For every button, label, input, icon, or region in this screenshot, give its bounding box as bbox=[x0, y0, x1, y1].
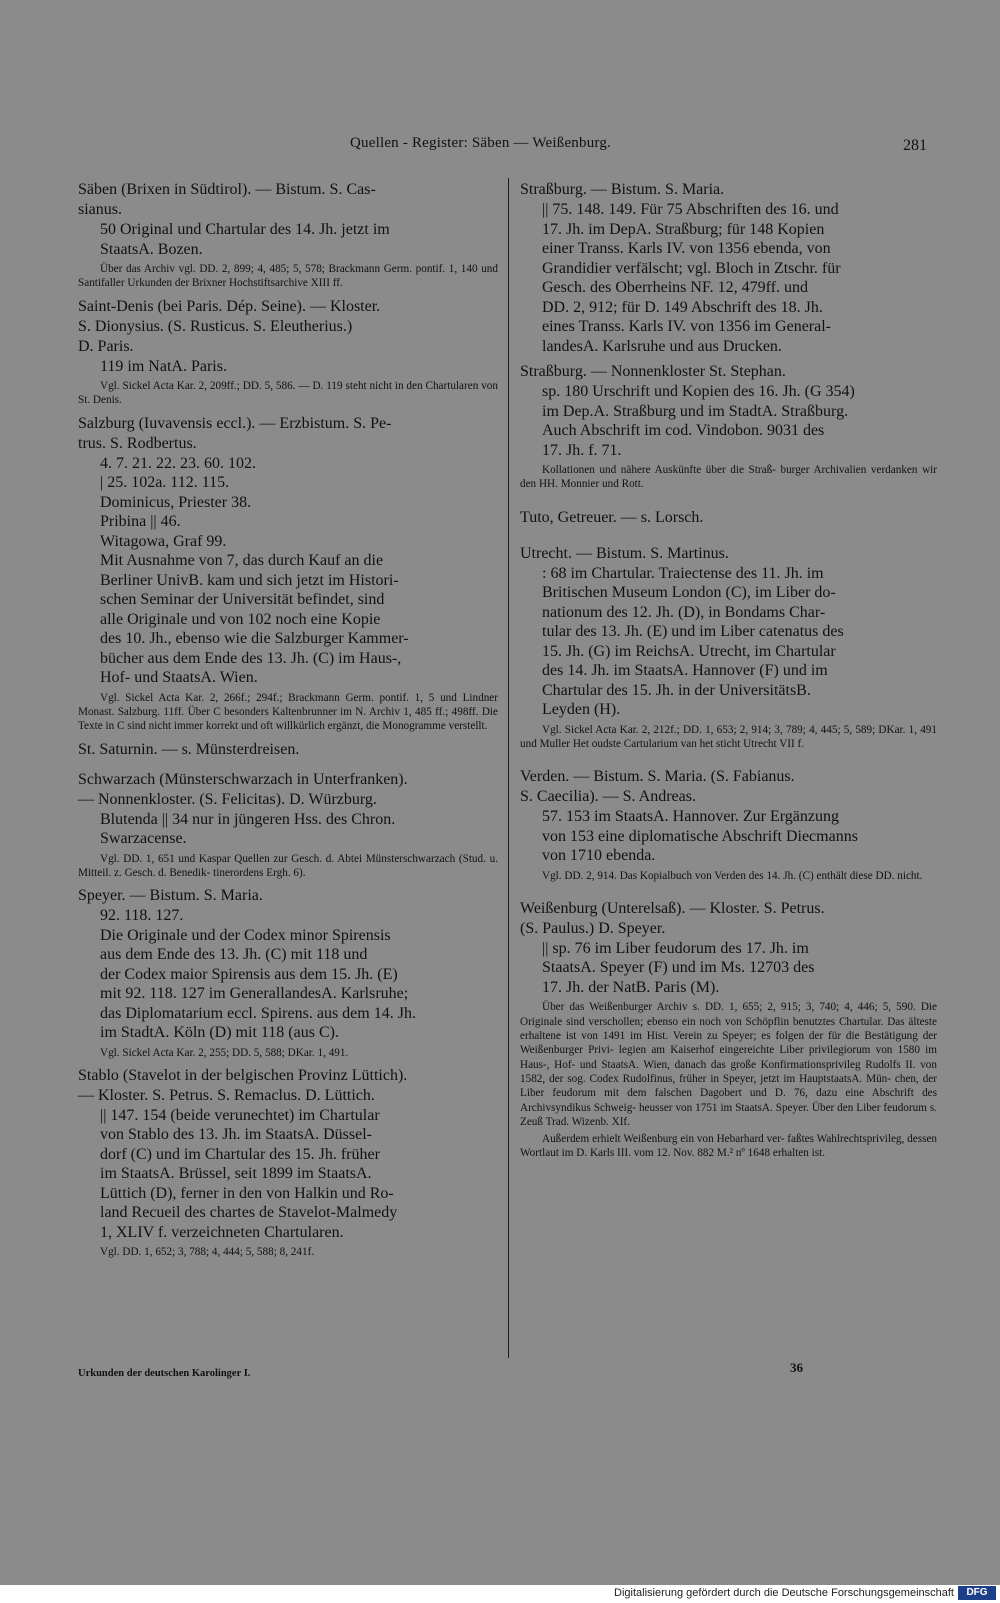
entry-heading-cont: sianus. bbox=[78, 201, 122, 218]
entry-body-line: Pribina || 46. bbox=[100, 513, 181, 531]
entry-heading-cont: (S. Paulus.) D. Speyer. bbox=[520, 919, 666, 937]
entry-heading-cont: S. Dionysius. (S. Rusticus. S. Eleutherius.) bbox=[78, 317, 353, 335]
entry-body-line: im Dep.A. Straßburg und im StadtA. Straßburg. bbox=[542, 402, 849, 420]
entry-heading-cont: D. Paris. bbox=[78, 337, 134, 355]
entry-heading: Säben (Brixen in Südtirol). — Bistum. S. Cas- bbox=[78, 181, 376, 198]
entry-body-line: Britischen Museum London (C), im Liber do- bbox=[542, 584, 836, 602]
entry-body-line: Berliner UnivB. kam und sich jetzt im Histori- bbox=[100, 571, 399, 589]
entry-body-line: : 68 im Chartular. Traiectense des 11. Jh. im bbox=[542, 564, 824, 582]
entry-body-line: Mit Ausnahme von 7, das durch Kauf an die bbox=[100, 552, 384, 570]
entry-gap bbox=[520, 528, 937, 544]
entry-body-line: Leyden (H). bbox=[542, 701, 621, 719]
right-column bbox=[520, 180, 937, 1161]
running-header: Quellen - Register: Säben — Weißenburg. bbox=[350, 135, 611, 151]
entry-footnote: Kollationen und nähere Auskünfte über die Straß- burger Archivalien verdanken wir den HH. Monnier und Rott. bbox=[520, 464, 937, 491]
entry-heading: Schwarzach (Münsterschwarzach in Unterfranken). bbox=[78, 770, 408, 788]
register-entry bbox=[78, 414, 498, 734]
entry-gap bbox=[520, 751, 937, 767]
entry-heading: Weißenburg (Unterelsaß). — Kloster. S. Petrus. bbox=[520, 899, 825, 917]
entry-body-line: | 25. 102a. 112. 115. bbox=[100, 474, 230, 492]
entry-body-line: Auch Abschrift im cod. Vindobon. 9031 des bbox=[542, 422, 825, 439]
register-entry bbox=[78, 297, 498, 408]
footer-series-title: Urkunden der deutschen Karolinger I. bbox=[78, 1368, 251, 1379]
entry-heading: Tuto, Getreuer. — s. Lorsch. bbox=[520, 508, 704, 526]
entry-footnote: Über das Weißenburger Archiv s. DD. 1, 655; 2, 915; 3, 740; 4, 446; 5, 590. Die Originale sind verschollen; ebenso ein noch von Schöpflin benutztes Chartular. Das älteste erhaltene ist von 1491 im Hist. Verein zu Speyer; es folgen der für die Bestätigung der Weißenburger Privi- legien am Kaiserhof eingereichte Liber privilegiorum von 1580 im Haus-, Hof- und StaatsA. Wien, danach das große Konfirmationsprivileg Rudolfs II. von 1582, der sog. Codex Rudolfinus, früher in Speyer, jetzt im HauptstaatsA. Mün- chen, der Liber feudorum mit dem falschen Dagobert und D. 76, dazu eine Abschrift des Archivsyndikus Schweig- heusser von 1751 im StaatsA. Speyer. Über den Liber feudorum s. Zeuß Trad. Wizenb. XIf. bbox=[520, 1001, 937, 1128]
entry-body-line: 17. Jh. f. 71. bbox=[542, 441, 622, 459]
entry-body-line: tular des 13. Jh. (E) und im Liber catenatus des bbox=[542, 623, 844, 641]
entry-footnote: Über das Archiv vgl. DD. 2, 899; 4, 485; 5, 578; Brackmann Germ. pontif. 1, 140 und Santifaller Urkunden der Brixner Hochstiftsarchive XIII ff. bbox=[78, 263, 498, 290]
register-entry bbox=[78, 180, 498, 291]
entry-body-line: im StaatsA. Brüssel, seit 1899 im StaatsA. bbox=[100, 1165, 372, 1183]
entry-body-line: von 1710 ebenda. bbox=[542, 847, 656, 865]
page-number: 281 bbox=[903, 137, 927, 154]
entry-gap bbox=[520, 492, 937, 508]
entry-body-line: Lüttich (D), ferner in den von Halkin und Ro- bbox=[100, 1184, 394, 1202]
credit-text: Digitalisierung gefördert durch die Deutsche Forschungsgemeinschaft bbox=[614, 1587, 954, 1599]
entry-heading-cont: — Kloster. S. Petrus. S. Remaclus. D. Lüttich. bbox=[78, 1086, 375, 1104]
entry-body-line: Die Originale und der Codex minor Spirensis bbox=[100, 926, 391, 944]
entry-heading: Speyer. — Bistum. S. Maria. bbox=[78, 887, 263, 905]
register-entry bbox=[78, 740, 498, 760]
entry-body-line: 15. Jh. (G) im ReichsA. Utrecht, im Chartular bbox=[542, 642, 836, 660]
entry-footnote: Vgl. DD. 1, 651 und Kaspar Quellen zur Gesch. d. Abtei Münsterschwarzach (Stud. u. Mitteil. z. Gesch. d. Benedik- tinerordens Ergh. 6). bbox=[78, 852, 498, 879]
entry-body-line: || sp. 76 im Liber feudorum des 17. Jh. im bbox=[542, 939, 809, 957]
entry-body-line: einer Transs. Karls IV. von 1356 ebenda, von bbox=[542, 240, 831, 257]
entry-body-line: bücher aus dem Ende des 13. Jh. (C) im Haus-, bbox=[100, 649, 402, 667]
register-entry bbox=[520, 767, 937, 883]
entry-heading-cont: trus. S. Rodbertus. bbox=[78, 434, 197, 452]
entry-heading: Salzburg (Iuvavensis eccl.). — Erzbistum. S. Pe- bbox=[78, 414, 392, 432]
register-entry bbox=[78, 886, 498, 1060]
entry-body-line: StaatsA. Bozen. bbox=[100, 240, 203, 258]
signature-mark: 36 bbox=[790, 1360, 803, 1375]
entry-body-line: 57. 153 im StaatsA. Hannover. Zur Ergänzung bbox=[542, 808, 839, 826]
register-entry bbox=[520, 362, 937, 492]
entry-body-line: 119 im NatA. Paris. bbox=[100, 357, 227, 375]
entry-body-line: Swarzacense. bbox=[100, 830, 187, 848]
register-entry bbox=[520, 508, 937, 528]
entry-body-line: schen Seminar der Universität befindet, sind bbox=[100, 591, 385, 609]
dfg-logo: DFG bbox=[958, 1586, 996, 1600]
register-entry bbox=[78, 770, 498, 881]
register-entry bbox=[520, 544, 937, 752]
entry-footnote: Vgl. DD. 2, 914. Das Kopialbuch von Verden des 14. Jh. (C) enthält diese DD. nicht. bbox=[542, 869, 923, 882]
column-divider bbox=[508, 178, 509, 1358]
entry-body-line: landesA. Karlsruhe und aus Drucken. bbox=[542, 337, 782, 355]
register-entry bbox=[78, 1066, 498, 1260]
entry-body-line: des 14. Jh. im StaatsA. Hannover (F) und im bbox=[542, 662, 828, 680]
entry-footnote: Vgl. Sickel Acta Kar. 2, 209ff.; DD. 5, 586. — D. 119 steht nicht in den Chartularen von St. Denis. bbox=[78, 380, 498, 407]
entry-body-line: eines Transs. Karls IV. von 1356 im General- bbox=[542, 318, 832, 335]
entry-gap bbox=[78, 760, 498, 770]
entry-body-line: das Diplomatarium eccl. Spirens. aus dem 14. Jh. bbox=[100, 1004, 416, 1022]
entry-body-line: mit 92. 118. 127 im GenerallandesA. Karlsruhe; bbox=[100, 985, 409, 1003]
entry-heading: Straßburg. — Nonnenkloster St. Stephan. bbox=[520, 363, 786, 380]
entry-body-line: des 10. Jh., ebenso wie die Salzburger Kammer- bbox=[100, 630, 409, 648]
entry-heading: St. Saturnin. — s. Münsterdreisen. bbox=[78, 740, 300, 758]
entry-heading: Saint-Denis (bei Paris. Dép. Seine). — Kloster. bbox=[78, 297, 381, 315]
entry-heading: Utrecht. — Bistum. S. Martinus. bbox=[520, 544, 729, 562]
entry-body-line: 17. Jh. im DepA. Straßburg; für 148 Kopien bbox=[542, 220, 825, 238]
entry-body-line: Chartular des 15. Jh. in der UniversitätsB. bbox=[542, 681, 811, 699]
entry-body-line: 92. 118. 127. bbox=[100, 907, 184, 925]
entry-body-line: alle Originale und von 102 noch eine Kopie bbox=[100, 610, 381, 628]
entry-body-line: Blutenda || 34 nur in jüngeren Hss. des Chron. bbox=[100, 810, 396, 828]
entry-body-line: DD. 2, 912; für D. 149 Abschrift des 18. Jh. bbox=[542, 298, 823, 316]
entry-body-line: im StadtA. Köln (D) mit 118 (aus C). bbox=[100, 1024, 339, 1042]
entry-body-line: land Recueil des chartes de Stavelot-Malmedy bbox=[100, 1204, 398, 1222]
entry-body-line: dorf (C) und im Chartular des 15. Jh. früher bbox=[100, 1145, 380, 1163]
entry-body-line: 4. 7. 21. 22. 23. 60. 102. bbox=[100, 454, 256, 472]
entry-body-line: sp. 180 Urschrift und Kopien des 16. Jh. (G 354) bbox=[542, 383, 855, 400]
register-entry bbox=[520, 899, 937, 1161]
entry-body-line: Gesch. des Oberrheins NF. 12, 479ff. und bbox=[542, 279, 808, 296]
entry-body-line: Hof- und StaatsA. Wien. bbox=[100, 669, 258, 687]
entry-body-line: der Codex maior Spirensis aus dem 15. Jh. (E) bbox=[100, 965, 398, 983]
entry-heading: Verden. — Bistum. S. Maria. (S. Fabianus. bbox=[520, 768, 795, 786]
entry-heading: Straßburg. — Bistum. S. Maria. bbox=[520, 181, 725, 198]
entry-body-line: Grandidier verfälscht; vgl. Bloch in Ztschr. für bbox=[542, 259, 841, 277]
entry-gap bbox=[520, 883, 937, 899]
entry-footnote: Vgl. Sickel Acta Kar. 2, 266f.; 294f.; Brackmann Germ. pontif. 1, 5 und Lindner Monast. Salzburg. 11ff. Über C besonders Kaltenbrunner im N. Archiv 1, 485 ff.; 498ff. Die Texte in C sind nicht immer korrekt und oft willkürlich ergänzt, die Monogramme verstellt. bbox=[78, 691, 498, 733]
entry-body-line: || 147. 154 (beide verunechtet) im Chartular bbox=[100, 1106, 380, 1124]
entry-body-line: StaatsA. Speyer (F) und im Ms. 12703 des bbox=[542, 959, 815, 977]
entry-footnote: Vgl. Sickel Acta Kar. 2, 212f.; DD. 1, 653; 2, 914; 3, 789; 4, 445; 5, 589; DKar. 1, 491 und Muller Het oudste Cartularium van het sticht Utrecht VII f. bbox=[520, 723, 937, 750]
entry-footnote: Vgl. DD. 1, 652; 3, 788; 4, 444; 5, 588; 8, 241f. bbox=[100, 1246, 315, 1259]
entry-footnote: Vgl. Sickel Acta Kar. 2, 255; DD. 5, 588; DKar. 1, 491. bbox=[100, 1046, 349, 1059]
entry-body-line: 50 Original und Chartular des 14. Jh. jetzt im bbox=[100, 221, 390, 238]
entry-heading-cont: — Nonnenkloster. (S. Felicitas). D. Würzburg. bbox=[78, 790, 377, 808]
entry-body-line: || 75. 148. 149. Für 75 Abschriften des 16. und bbox=[542, 201, 839, 218]
entry-body-line: nationum des 12. Jh. (D), in Bondams Char- bbox=[542, 603, 826, 621]
entry-body-line: aus dem Ende des 13. Jh. (C) mit 118 und bbox=[100, 946, 368, 964]
left-column bbox=[78, 180, 498, 1260]
entry-body-line: von Stablo des 13. Jh. im StaatsA. Düssel- bbox=[100, 1126, 372, 1144]
entry-heading-cont: S. Caecilia). — S. Andreas. bbox=[520, 788, 696, 806]
register-entry bbox=[520, 180, 937, 356]
entry-footnote: Außerdem erhielt Weißenburg ein von Hebarhard ver- faßtes Wahlrechtsprivileg, dessen Wortlaut im D. Karls III. vom 12. Nov. 882 M.² nº 1648 erhalten ist. bbox=[520, 1133, 937, 1160]
entry-body-line: 1, XLIV f. verzeichneten Chartularen. bbox=[100, 1223, 344, 1241]
entry-heading: Stablo (Stavelot in der belgischen Provinz Lüttich). bbox=[78, 1066, 408, 1084]
entry-body-line: von 153 eine diplomatische Abschrift Diecmanns bbox=[542, 827, 858, 845]
entry-body-line: Witagowa, Graf 99. bbox=[100, 532, 227, 550]
entry-body-line: 17. Jh. der NatB. Paris (M). bbox=[542, 978, 720, 996]
entry-body-line: Dominicus, Priester 38. bbox=[100, 493, 252, 511]
